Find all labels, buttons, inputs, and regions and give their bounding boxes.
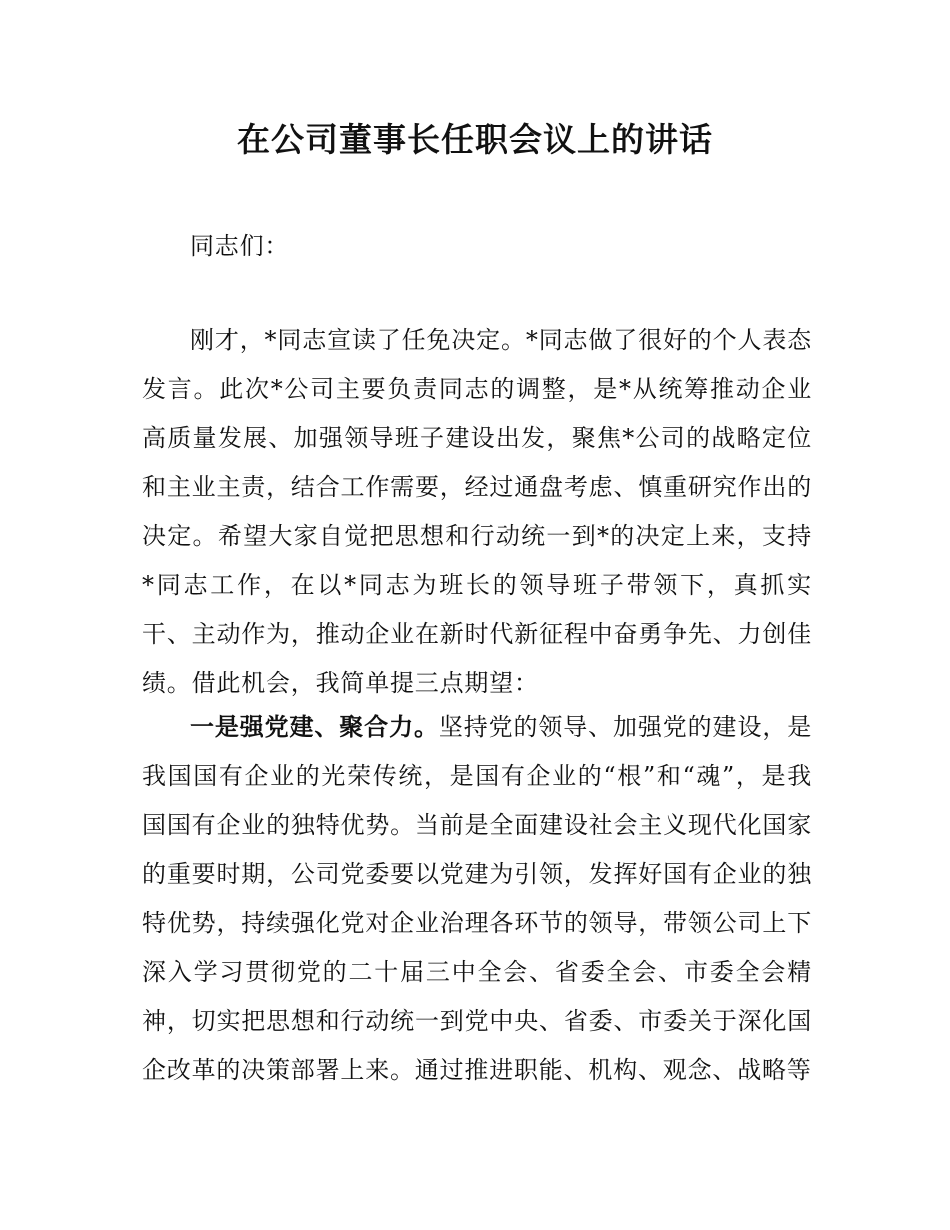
document-title: 在公司董事长任职会议上的讲话	[237, 120, 713, 159]
paragraph-intro	[142, 316, 812, 708]
paragraph-text: 刚才，*同志宣读了任免决定。*同志做了很好的个人表态发言。此次*公司主要负责同志的调整，是*从统筹推动企业高质量发展、加强领导班子建设出发，聚焦*公司的战略定位和主业主责，结合工作需要，经过通盘考虑、慎重研究作出的决定。希望大家自觉把思想和行动统一到*的决定上来，支持*同志工作，在以*同志为班长的领导班子带领下，真抓实干、主动作为，推动企业在新时代新征程中奋勇争先、力创佳绩。借此机会，我简单提三点期望：	[142, 326, 812, 697]
paragraph-lead: 一是强党建、聚合力。	[190, 713, 439, 741]
paragraph-point-one	[142, 703, 812, 1095]
salutation: 同志们：	[190, 232, 290, 260]
paragraph-text: 坚持党的领导、加强党的建设，是我国国有企业的光荣传统，是国有企业的“根”和“魂”，是我国国有企业的独特优势。当前是全面建设社会主义现代化国家的重要时期，公司党委要以党建为引领，发挥好国有企业的独特优势，持续强化党对企业治理各环节的领导，带领公司上下深入学习贯彻党的二十届三中全会、省委全会、市委全会精神，切实把思想和行动统一到党中央、省委、市委关于深化国企改革的决策部署上来。通过推进职能、机构、观念、战略等	[142, 713, 813, 1084]
